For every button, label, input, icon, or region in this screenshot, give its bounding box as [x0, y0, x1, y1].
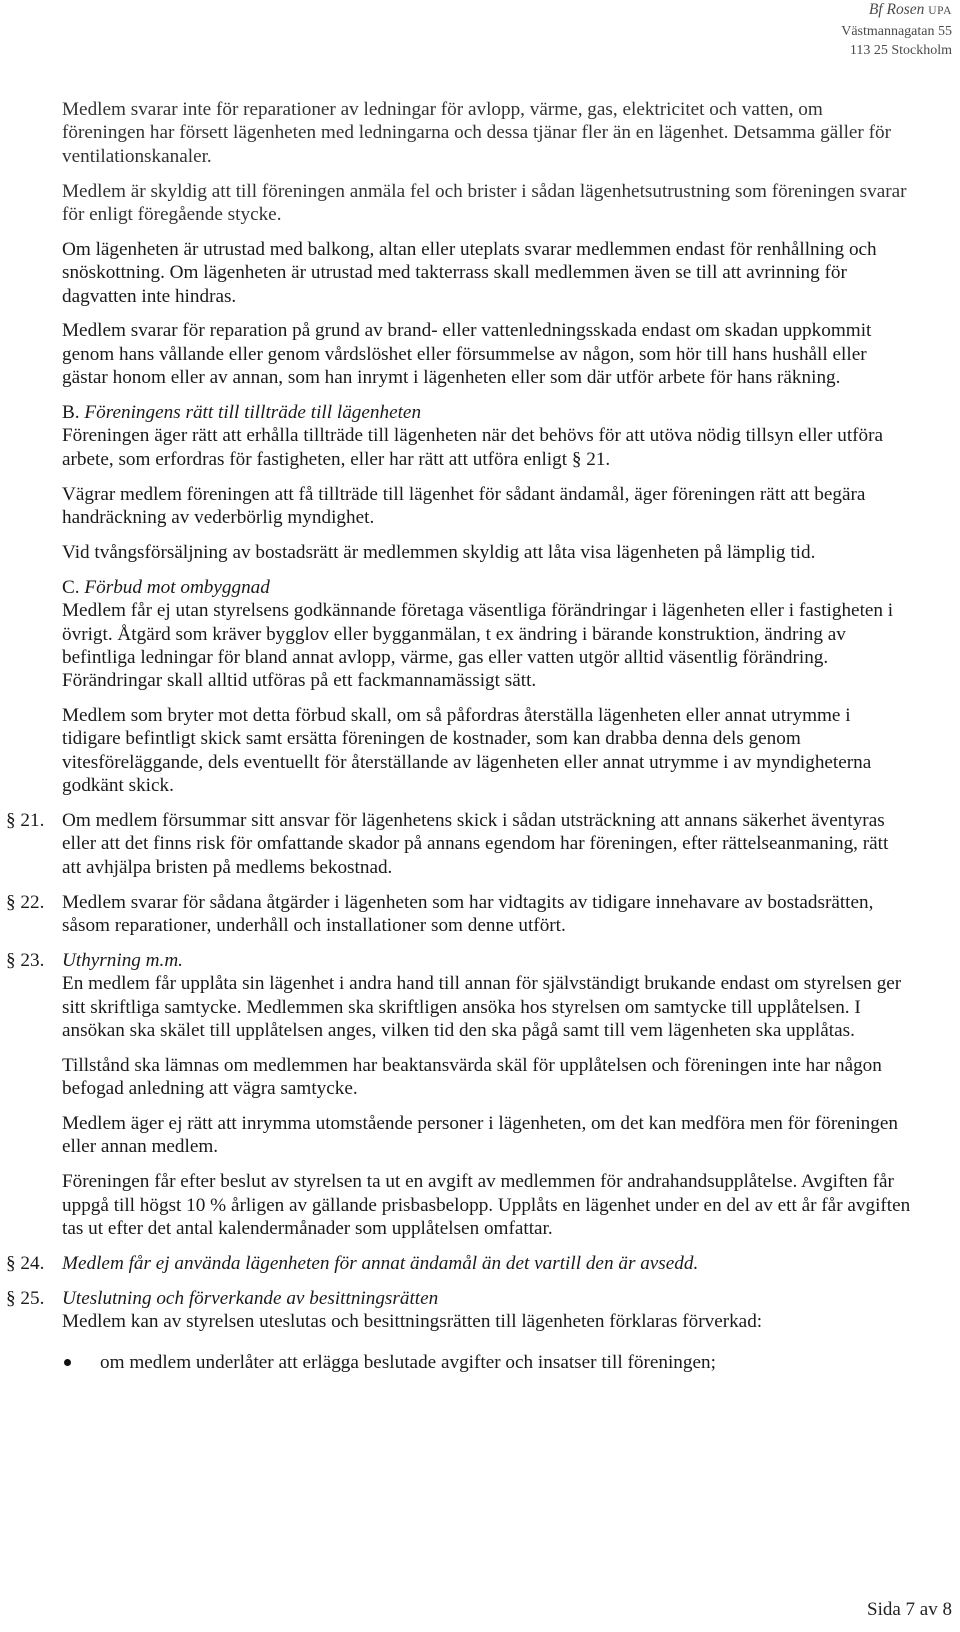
- section-23: [6, 949, 960, 1042]
- section-number: § 22.: [6, 891, 45, 913]
- section-text: [62, 891, 960, 938]
- subsection-text: [62, 424, 960, 471]
- text-line: snöskottning. Om lägenheten är utrustad med takterrass skall medlemmen även se till att avrinning för: [62, 262, 847, 284]
- text-line: Medlem svarar för sådana åtgärder i lägenheten som har vidtagits av tidigare innehavare av bostadsrätten,: [62, 891, 874, 913]
- address-street: Västmannagatan 55: [841, 23, 952, 39]
- section-text: [62, 809, 960, 879]
- subsection-text: [62, 599, 960, 692]
- text-line: Vid tvångsförsäljning av bostadsrätt är medlemmen skyldig att låta visa lägenheten på lämplig tid.: [62, 541, 816, 563]
- text-line: Medlem svarar inte för reparationer av ledningar för avlopp, värme, gas, elektricitet och vatten, om: [62, 99, 823, 120]
- subsection-heading: [62, 401, 960, 424]
- text-line: eller annan medlem.: [62, 1136, 219, 1158]
- text-line: tidigare befintligt skick samt ersätta föreningen de kostnader, som kan drabba denna dels genom: [62, 728, 801, 750]
- text-line: övrigt. Åtgärd som kräver bygglov eller bygganmälan, t ex ändring i bärande konstruktion, ändring av: [62, 623, 846, 645]
- text-line: Medlem svarar för reparation på grund av brand- eller vattenledningsskada endast om skadan uppkommit: [62, 320, 872, 342]
- text-line: Om lägenheten är utrustad med balkong, altan eller uteplats svarar medlemmen endast för renhållning och: [62, 238, 877, 260]
- text-line: Medlem får ej utan styrelsens godkännande företaga väsentliga förändringar i lägenheten eller i fastigheten i: [62, 600, 894, 622]
- text-line: föreningen har försett lägenheten med ledningarna och dessa tjänar fler än en lägenhet. Detsamma gäller för: [62, 122, 891, 144]
- text-line: tas ut efter det antal kalendermånader som upplåtelsen omfattar.: [62, 1218, 553, 1239]
- paragraph-balkong: [62, 238, 960, 308]
- page-footer: [867, 1598, 952, 1621]
- section-22: [6, 891, 960, 938]
- section-text: [62, 1310, 960, 1333]
- section-25: [6, 1287, 960, 1334]
- section-number: § 21.: [6, 810, 45, 832]
- text-line: genom hans vållande eller genom vårdslöshet eller försummelse av någon, som hör till hans hushåll eller: [62, 343, 867, 365]
- section-title: Uteslutning och förverkande av besittningsrätten: [62, 1287, 439, 1309]
- section-title: Medlem får ej använda lägenheten för annat ändamål än det vartill den är avsedd.: [62, 1252, 699, 1274]
- text-line: Medlem som bryter mot detta förbud skall, om så påfordras återställa lägenheten eller annat utrymme i: [62, 705, 851, 727]
- subsection-title: Föreningens rätt till tillträde till lägenheten: [84, 402, 422, 424]
- org-name: Bf Rosen: [868, 1, 925, 18]
- text-line: En medlem får upplåta sin lägenhet i andra hand till annan för självständigt brukande endast om styrelsen ger: [62, 973, 902, 995]
- bullet-list: [62, 1351, 960, 1374]
- section-number: § 24.: [6, 1252, 45, 1274]
- organization-line: [841, 0, 952, 22]
- paragraph-anmala-fel: [62, 180, 960, 227]
- text-line: Medlem är skyldig att till föreningen anmäla fel och brister i sådan lägenhetsutrustning som föreningen svarar: [62, 180, 907, 202]
- address-city: 113 25 Stockholm: [849, 43, 952, 58]
- subsection-label: C.: [62, 576, 80, 598]
- subsection-heading: [62, 576, 960, 599]
- section-number: § 25.: [6, 1287, 45, 1309]
- text-line: arbete, som erfordras för fastigheten, eller har rätt att utföra enligt § 21.: [62, 448, 611, 470]
- paragraph-inrymma: [62, 1112, 960, 1159]
- section-title: Uthyrning m.m.: [62, 949, 183, 971]
- text-line: handräckning av vederbörlig myndighet.: [62, 506, 375, 528]
- paragraph-tvangsforsaljning: [62, 541, 960, 564]
- text-line: ventilationskanaler.: [62, 145, 212, 167]
- paragraph-avgift: [62, 1170, 960, 1240]
- text-line: att avhjälpa bristen på medlems bekostnad.: [62, 856, 393, 878]
- subsection-b: [62, 401, 960, 471]
- subsection-label: B.: [62, 402, 80, 424]
- section-24: [6, 1252, 960, 1275]
- text-line: Vägrar medlem föreningen att få tillträde till lägenhet för sådant ändamål, äger föreningen rätt att begära: [62, 483, 866, 505]
- subsection-c: [62, 576, 960, 693]
- text-line: Föreningen äger rätt att erhålla tillträde till lägenheten när det behövs för att utöva nödig tillsyn eller utföra: [62, 425, 884, 447]
- section-21: [6, 809, 960, 879]
- text-line: såsom reparationer, underhåll och installationer som denne utfört.: [62, 914, 566, 936]
- text-line: befogad anledning att vägra samtycke.: [62, 1078, 358, 1100]
- text-line: vitesföreläggande, dels eventuellt för återställande av lägenheten eller annat utrymme i av myndigheterna: [62, 751, 872, 773]
- text-line: Förändringar skall alltid utföras på ett fackmannamässigt sätt.: [62, 670, 537, 692]
- text-line: dagvatten inte hindras.: [62, 285, 237, 307]
- bullet-text: om medlem underlåter att erlägga beslutade avgifter och insatser till föreningen;: [100, 1351, 716, 1373]
- section-number: § 23.: [6, 949, 45, 971]
- subsection-title: Förbud mot ombyggnad: [84, 576, 270, 598]
- section-text: [62, 972, 960, 1042]
- text-line: Om medlem försummar sitt ansvar för lägenhetens skick i sådan utsträckning att annans säkerhet äventyras: [62, 810, 885, 832]
- text-line: Medlem äger ej rätt att inrymma utomstående personer i lägenheten, om det kan medföra men för föreningen: [62, 1113, 898, 1135]
- text-line: för enligt föregående stycke.: [62, 203, 282, 225]
- org-suffix: UPA: [928, 5, 952, 17]
- document-body: [0, 98, 960, 1374]
- text-line: sitt skriftliga samtycke. Medlemmen ska skriftligen ansöka hos styrelsen om samtycke till upplåtelsen. I: [62, 996, 861, 1018]
- text-line: Tillstånd ska lämnas om medlemmen har beaktansvärda skäl för upplåtelsen och föreningen inte har någon: [62, 1054, 882, 1076]
- text-line: gästar honom eller av annan, som han inrymt i lägenheten eller som där utför arbete för hans räkning.: [62, 367, 841, 389]
- text-line: godkänt skick.: [62, 775, 174, 797]
- paragraph-vagran: [62, 483, 960, 530]
- text-line: Föreningen får efter beslut av styrelsen ta ut en avgift av medlemmen för andrahandsupplåtelse. Avgiften får: [62, 1171, 894, 1193]
- text-line: uppgå till högst 10 % årligen av gällande prisbasbelopp. Upplåts en lägenhet under en del av ett år får avgiften: [62, 1194, 911, 1216]
- text-line: eller att det finns risk för omfattande skador på annans egendom har föreningen, efter rättelseanmaning, rätt: [62, 833, 889, 855]
- bullet-item: [62, 1351, 960, 1374]
- text-line: befintliga ledningar för bland annat avlopp, värme, gas eller vatten utgör alltid väsentlig förändring.: [62, 646, 829, 668]
- bullet-dot: [64, 1359, 71, 1366]
- text-line: Medlem kan av styrelsen uteslutas och besittningsrätten till lägenheten förklaras förverkad:: [62, 1311, 763, 1333]
- text-line: ansökan ska skälet till upplåtelsen anges, vilken tid den ska pågå samt till vem lägenheten ska upplåtas.: [62, 1019, 855, 1041]
- paragraph-tillstand: [62, 1054, 960, 1101]
- paragraph-brand-vattenskada: [62, 319, 960, 389]
- page-number: Sida 7 av 8: [867, 1599, 952, 1620]
- page-header: [841, 0, 952, 61]
- paragraph-ledningar: [62, 98, 960, 168]
- paragraph-aterstallande: [62, 704, 960, 797]
